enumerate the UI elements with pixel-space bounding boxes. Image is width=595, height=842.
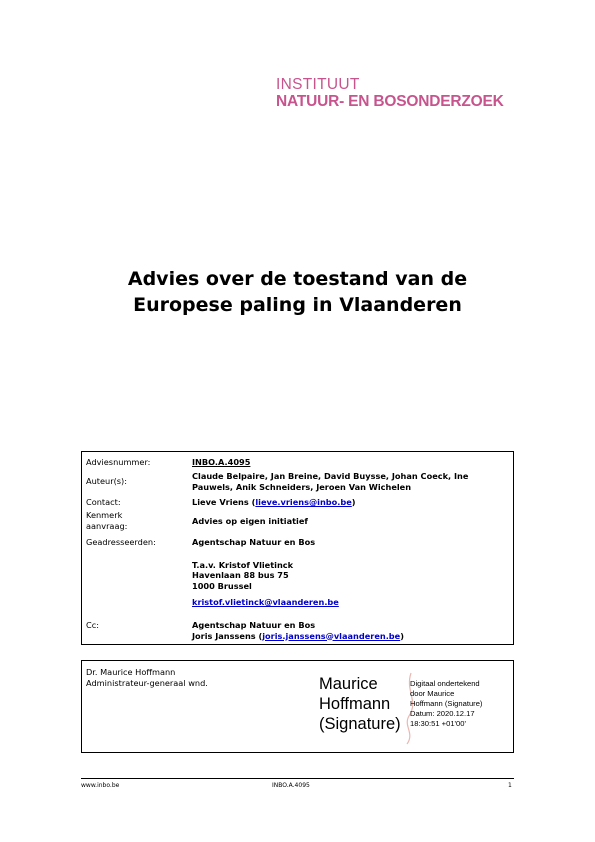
signature-detail-5: 18:30:51 +01'00' — [410, 719, 466, 728]
cc-name: Joris Janssens ( — [192, 630, 263, 641]
signature-detail-4: Datum: 2020.12.17 — [410, 709, 475, 718]
title-line-1: Advies over de toestand van de — [127, 268, 468, 290]
cc-contact — [192, 631, 515, 642]
geadresseerden-org: Agentschap Natuur en Bos — [192, 537, 316, 547]
kenmerk-label-2: aanvraag: — [86, 520, 128, 531]
contact-email-link[interactable]: lieve.vriens@inbo.be — [255, 497, 352, 507]
row-auteurs — [86, 471, 511, 493]
signatory-name: Dr. Maurice Hoffmann — [86, 667, 176, 677]
document-title — [0, 266, 595, 318]
footer-code: INBO.A.4095 — [272, 782, 310, 789]
geadresseerden-street: Havenlaan 88 bus 75 — [192, 570, 289, 580]
inbo-logo — [276, 76, 504, 110]
value-contact — [192, 497, 515, 508]
contact-close: ) — [351, 497, 356, 507]
footer-website: www.inbo.be — [81, 782, 120, 789]
cc-close: ) — [400, 630, 404, 641]
geadresseerden-city: 1000 Brussel — [192, 580, 252, 591]
geadresseerden-email-link[interactable]: kristof.vlietinck@vlaanderen.be — [192, 597, 339, 607]
signature-big-line-1: Maurice — [319, 675, 378, 693]
value-auteurs — [192, 471, 515, 492]
signatory-role: Administrateur-generaal wnd. — [86, 677, 208, 688]
digital-signature-name — [319, 674, 401, 734]
label-contact: Contact: — [86, 497, 121, 507]
kenmerk-label-1: Kenmerk — [86, 510, 123, 520]
cc-email-link[interactable]: joris.janssens@vlaanderen.be — [262, 630, 401, 641]
row-kenmerk — [86, 510, 511, 532]
contact-name: Lieve Vriens ( — [192, 497, 256, 507]
geadresseerden-attn: T.a.v. Kristof Vlietinck — [192, 559, 294, 570]
value-kenmerk: Advies op eigen initiatief — [192, 516, 308, 526]
signature-detail-3: Hoffmann (Signature) — [410, 699, 483, 708]
logo-line-2: NATUUR- EN BOSONDERZOEK — [276, 93, 504, 110]
auteurs-line-1: Claude Belpaire, Jan Breine, David Buysse, Johan Coeck, Ine — [192, 471, 469, 481]
advice-info-table — [81, 451, 514, 645]
signatory — [86, 667, 208, 688]
footer-page-number: 1 — [508, 782, 512, 789]
label-geadresseerden: Geadresseerden: — [86, 537, 156, 547]
value-adviesnummer: INBO.A.4095 — [192, 457, 251, 467]
logo-line-1: INSTITUUT — [276, 76, 360, 93]
auteurs-line-2: Pauwels, Anik Schneiders, Jeroen Van Wichelen — [192, 481, 412, 492]
signature-detail-1: Digitaal ondertekend — [410, 679, 480, 688]
cc-org: Agentschap Natuur en Bos — [192, 620, 316, 630]
digital-signature-details — [410, 679, 482, 729]
signature-box — [81, 660, 514, 753]
label-kenmerk — [86, 510, 186, 531]
footer-divider — [81, 778, 514, 779]
label-cc: Cc: — [86, 620, 99, 630]
signature-big-line-3: (Signature) — [319, 715, 401, 733]
value-cc — [192, 620, 515, 641]
label-auteurs: Auteur(s): — [86, 476, 128, 486]
title-line-2: Europese paling in Vlaanderen — [133, 294, 462, 316]
value-geadresseerden — [192, 537, 515, 608]
label-adviesnummer: Adviesnummer: — [86, 457, 151, 467]
signature-big-line-2: Hoffmann — [319, 695, 391, 713]
signature-detail-2: door Maurice — [410, 689, 455, 698]
